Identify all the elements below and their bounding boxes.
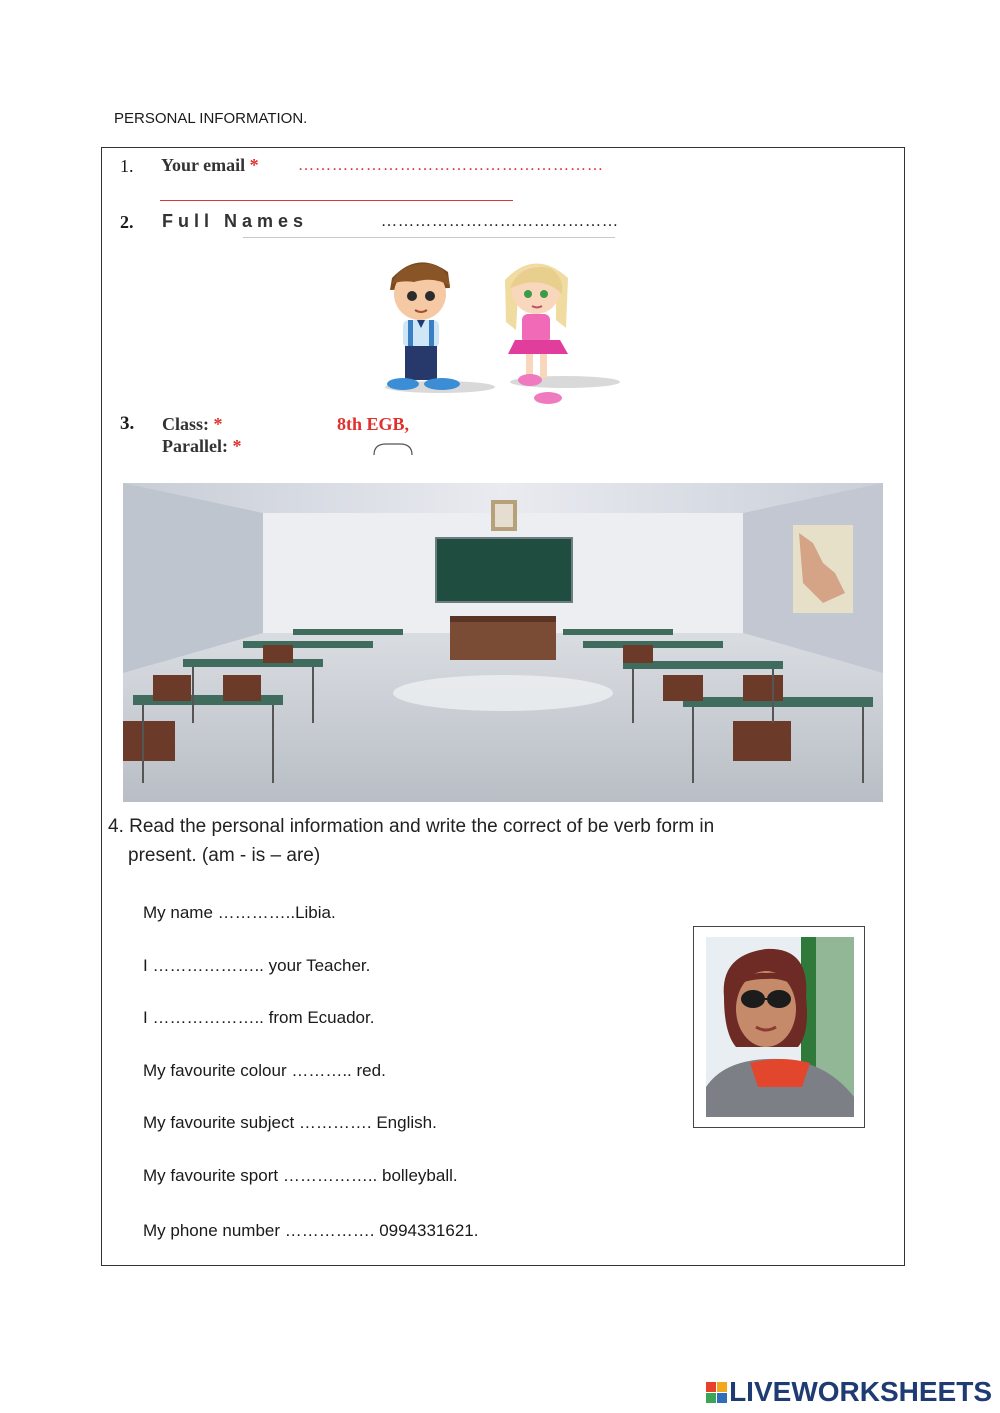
logo-text: LIVEWORKSHEETS bbox=[729, 1376, 992, 1407]
parallel-label: Parallel: bbox=[162, 436, 228, 456]
sentence-6[interactable]: My favourite sport …………….. bolleyball. bbox=[143, 1166, 458, 1185]
exercise-4-line-1: Read the personal information and write the correct of be verb form in bbox=[129, 816, 715, 837]
required-mark: * bbox=[213, 414, 223, 434]
full-names-underline bbox=[243, 237, 615, 238]
required-mark: * bbox=[249, 155, 259, 175]
class-value: 8th EGB, bbox=[337, 414, 410, 434]
email-answer-field[interactable]: ……………………………………………… bbox=[298, 157, 604, 174]
teacher-photo bbox=[706, 937, 854, 1117]
exercise-4-instruction bbox=[108, 816, 714, 838]
question-3-number: 3. bbox=[120, 413, 135, 434]
question-1 bbox=[161, 155, 259, 176]
class-row bbox=[162, 414, 222, 435]
exercise-4-number: 4. bbox=[108, 816, 124, 837]
sentence-7[interactable]: My phone number ……………. 0994331621. bbox=[143, 1221, 479, 1240]
logo-mark-icon bbox=[706, 1382, 727, 1403]
required-mark: * bbox=[232, 436, 242, 456]
teacher-photo-frame bbox=[693, 926, 865, 1128]
sentence-1[interactable]: My name …………..Libia. bbox=[143, 903, 336, 922]
full-names-answer-field[interactable]: …………………………………… bbox=[381, 213, 619, 230]
exercise-4-line-2: present. (am - is – are) bbox=[128, 845, 321, 866]
full-names-label: Full Names bbox=[162, 211, 309, 231]
sentence-3[interactable]: I ……………….. from Ecuador. bbox=[143, 1008, 375, 1027]
parallel-row bbox=[162, 436, 241, 457]
sentence-4[interactable]: My favourite colour ……….. red. bbox=[143, 1061, 386, 1080]
page-header: PERSONAL INFORMATION. bbox=[114, 110, 308, 127]
sentence-2[interactable]: I ……………….. your Teacher. bbox=[143, 956, 371, 975]
question-2-number: 2. bbox=[120, 212, 134, 232]
sentence-5[interactable]: My favourite subject …………. English. bbox=[143, 1113, 437, 1132]
email-label: Your email bbox=[161, 155, 246, 175]
email-underline bbox=[160, 200, 513, 201]
liveworksheets-logo bbox=[706, 1376, 992, 1408]
boy-figure bbox=[387, 262, 460, 390]
class-label: Class: bbox=[162, 414, 210, 434]
question-1-number: 1. bbox=[120, 156, 134, 176]
cartoon-kids-image bbox=[370, 250, 630, 415]
parallel-answer-field[interactable] bbox=[372, 442, 414, 456]
classroom-image bbox=[123, 483, 883, 802]
